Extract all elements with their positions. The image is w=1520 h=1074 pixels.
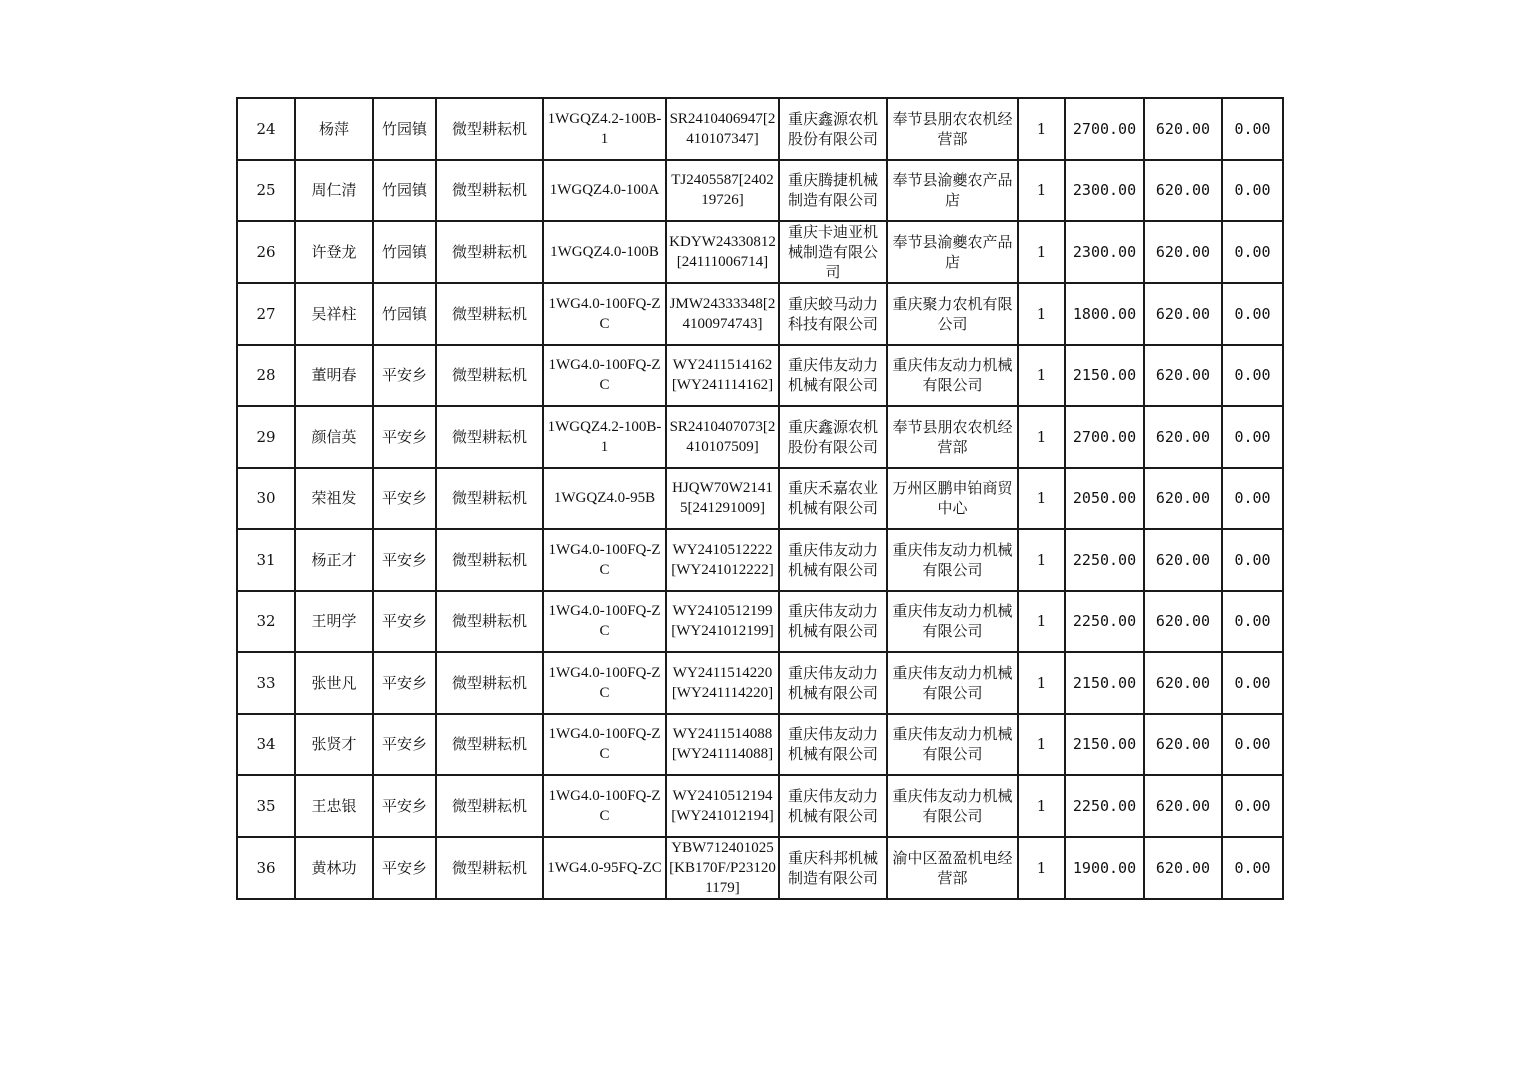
serial-number-cell: SR2410406947[2410107347] (666, 98, 779, 160)
township-cell: 平安乡 (373, 406, 436, 468)
manufacturer-cell: 重庆蛟马动力科技有限公司 (779, 283, 887, 345)
table-row (237, 98, 1283, 160)
extra-amount-cell: 0.00 (1222, 283, 1283, 345)
subsidy-amount-cell: 620.00 (1144, 283, 1222, 345)
applicant-name-cell: 吴祥柱 (295, 283, 373, 345)
sale-price-cell: 2700.00 (1065, 98, 1144, 160)
quantity-cell: 1 (1018, 345, 1065, 407)
manufacturer-cell: 重庆卡迪亚机械制造有限公司 (779, 221, 887, 283)
township-cell: 平安乡 (373, 529, 436, 591)
machine-model-cell: 1WG4.0-95FQ-ZC (543, 837, 666, 899)
quantity-cell: 1 (1018, 98, 1065, 160)
township-cell: 平安乡 (373, 714, 436, 776)
machine-type-cell: 微型耕耘机 (436, 775, 543, 837)
machine-model-cell: 1WGQZ4.0-95B (543, 468, 666, 530)
extra-amount-cell: 0.00 (1222, 98, 1283, 160)
sale-price-cell: 2300.00 (1065, 160, 1144, 222)
quantity-cell: 1 (1018, 652, 1065, 714)
row-number-cell: 28 (237, 345, 295, 407)
manufacturer-cell: 重庆伟友动力机械有限公司 (779, 775, 887, 837)
serial-number-cell: WY2410512199[WY241012199] (666, 591, 779, 653)
serial-number-cell: TJ2405587[240219726] (666, 160, 779, 222)
applicant-name-cell: 黄林功 (295, 837, 373, 899)
serial-number-cell: WY2411514220[WY241114220] (666, 652, 779, 714)
sale-price-cell: 2250.00 (1065, 529, 1144, 591)
extra-amount-cell: 0.00 (1222, 406, 1283, 468)
table-row (237, 221, 1283, 283)
row-number-cell: 33 (237, 652, 295, 714)
manufacturer-cell: 重庆腾捷机械制造有限公司 (779, 160, 887, 222)
serial-number-cell: HJQW70W21415[241291009] (666, 468, 779, 530)
row-number-cell: 30 (237, 468, 295, 530)
quantity-cell: 1 (1018, 468, 1065, 530)
extra-amount-cell: 0.00 (1222, 652, 1283, 714)
dealer-cell: 万州区鹏申铂商贸中心 (887, 468, 1018, 530)
machine-type-cell: 微型耕耘机 (436, 591, 543, 653)
table-row (237, 345, 1283, 407)
serial-number-cell: JMW24333348[24100974743] (666, 283, 779, 345)
table-row (237, 837, 1283, 899)
machine-type-cell: 微型耕耘机 (436, 468, 543, 530)
row-number-cell: 31 (237, 529, 295, 591)
manufacturer-cell: 重庆科邦机械制造有限公司 (779, 837, 887, 899)
row-number-cell: 26 (237, 221, 295, 283)
sale-price-cell: 1800.00 (1065, 283, 1144, 345)
manufacturer-cell: 重庆鑫源农机股份有限公司 (779, 98, 887, 160)
applicant-name-cell: 王忠银 (295, 775, 373, 837)
township-cell: 竹园镇 (373, 221, 436, 283)
township-cell: 竹园镇 (373, 160, 436, 222)
dealer-cell: 重庆伟友动力机械有限公司 (887, 714, 1018, 776)
serial-number-cell: KDYW24330812[24111006714] (666, 221, 779, 283)
dealer-cell: 重庆伟友动力机械有限公司 (887, 529, 1018, 591)
row-number-cell: 35 (237, 775, 295, 837)
subsidy-amount-cell: 620.00 (1144, 160, 1222, 222)
row-number-cell: 25 (237, 160, 295, 222)
quantity-cell: 1 (1018, 591, 1065, 653)
subsidy-amount-cell: 620.00 (1144, 221, 1222, 283)
table-row (237, 714, 1283, 776)
sale-price-cell: 1900.00 (1065, 837, 1144, 899)
row-number-cell: 27 (237, 283, 295, 345)
subsidy-amount-cell: 620.00 (1144, 345, 1222, 407)
serial-number-cell: WY2410512222[WY241012222] (666, 529, 779, 591)
sale-price-cell: 2150.00 (1065, 652, 1144, 714)
machine-model-cell: 1WG4.0-100FQ-ZC (543, 283, 666, 345)
applicant-name-cell: 许登龙 (295, 221, 373, 283)
document-page (236, 97, 1282, 900)
extra-amount-cell: 0.00 (1222, 775, 1283, 837)
table-row (237, 775, 1283, 837)
serial-number-cell: YBW712401025[KB170F/P231201179] (666, 837, 779, 899)
manufacturer-cell: 重庆鑫源农机股份有限公司 (779, 406, 887, 468)
extra-amount-cell: 0.00 (1222, 160, 1283, 222)
quantity-cell: 1 (1018, 283, 1065, 345)
quantity-cell: 1 (1018, 221, 1065, 283)
table-row (237, 160, 1283, 222)
sale-price-cell: 2700.00 (1065, 406, 1144, 468)
subsidy-amount-cell: 620.00 (1144, 591, 1222, 653)
machine-model-cell: 1WG4.0-100FQ-ZC (543, 714, 666, 776)
dealer-cell: 渝中区盈盈机电经营部 (887, 837, 1018, 899)
table-row (237, 468, 1283, 530)
manufacturer-cell: 重庆伟友动力机械有限公司 (779, 714, 887, 776)
extra-amount-cell: 0.00 (1222, 345, 1283, 407)
machine-type-cell: 微型耕耘机 (436, 283, 543, 345)
applicant-name-cell: 杨萍 (295, 98, 373, 160)
dealer-cell: 重庆伟友动力机械有限公司 (887, 652, 1018, 714)
machine-model-cell: 1WG4.0-100FQ-ZC (543, 529, 666, 591)
sale-price-cell: 2300.00 (1065, 221, 1144, 283)
sale-price-cell: 2150.00 (1065, 345, 1144, 407)
quantity-cell: 1 (1018, 160, 1065, 222)
subsidy-amount-cell: 620.00 (1144, 652, 1222, 714)
applicant-name-cell: 王明学 (295, 591, 373, 653)
subsidy-amount-cell: 620.00 (1144, 98, 1222, 160)
quantity-cell: 1 (1018, 837, 1065, 899)
machine-type-cell: 微型耕耘机 (436, 98, 543, 160)
township-cell: 平安乡 (373, 468, 436, 530)
township-cell: 平安乡 (373, 345, 436, 407)
dealer-cell: 奉节县朋农农机经营部 (887, 98, 1018, 160)
quantity-cell: 1 (1018, 775, 1065, 837)
row-number-cell: 36 (237, 837, 295, 899)
table-row (237, 591, 1283, 653)
machine-type-cell: 微型耕耘机 (436, 345, 543, 407)
machine-model-cell: 1WG4.0-100FQ-ZC (543, 345, 666, 407)
sale-price-cell: 2250.00 (1065, 591, 1144, 653)
machine-model-cell: 1WGQZ4.0-100B (543, 221, 666, 283)
serial-number-cell: SR2410407073[2410107509] (666, 406, 779, 468)
table-row (237, 652, 1283, 714)
serial-number-cell: WY2411514162[WY241114162] (666, 345, 779, 407)
manufacturer-cell: 重庆伟友动力机械有限公司 (779, 345, 887, 407)
machine-type-cell: 微型耕耘机 (436, 837, 543, 899)
dealer-cell: 奉节县朋农农机经营部 (887, 406, 1018, 468)
quantity-cell: 1 (1018, 714, 1065, 776)
subsidy-amount-cell: 620.00 (1144, 468, 1222, 530)
row-number-cell: 29 (237, 406, 295, 468)
subsidy-table (236, 97, 1284, 900)
machine-type-cell: 微型耕耘机 (436, 529, 543, 591)
township-cell: 竹园镇 (373, 98, 436, 160)
sale-price-cell: 2150.00 (1065, 714, 1144, 776)
machine-model-cell: 1WG4.0-100FQ-ZC (543, 775, 666, 837)
dealer-cell: 重庆伟友动力机械有限公司 (887, 345, 1018, 407)
extra-amount-cell: 0.00 (1222, 837, 1283, 899)
quantity-cell: 1 (1018, 529, 1065, 591)
table-body (237, 98, 1283, 899)
manufacturer-cell: 重庆伟友动力机械有限公司 (779, 652, 887, 714)
machine-model-cell: 1WG4.0-100FQ-ZC (543, 652, 666, 714)
row-number-cell: 34 (237, 714, 295, 776)
subsidy-amount-cell: 620.00 (1144, 714, 1222, 776)
dealer-cell: 重庆伟友动力机械有限公司 (887, 775, 1018, 837)
township-cell: 平安乡 (373, 591, 436, 653)
dealer-cell: 重庆伟友动力机械有限公司 (887, 591, 1018, 653)
machine-model-cell: 1WG4.0-100FQ-ZC (543, 591, 666, 653)
township-cell: 平安乡 (373, 652, 436, 714)
dealer-cell: 奉节县渝夔农产品店 (887, 160, 1018, 222)
applicant-name-cell: 荣祖发 (295, 468, 373, 530)
applicant-name-cell: 董明春 (295, 345, 373, 407)
machine-type-cell: 微型耕耘机 (436, 406, 543, 468)
machine-type-cell: 微型耕耘机 (436, 652, 543, 714)
table-row (237, 406, 1283, 468)
manufacturer-cell: 重庆伟友动力机械有限公司 (779, 529, 887, 591)
subsidy-amount-cell: 620.00 (1144, 775, 1222, 837)
subsidy-amount-cell: 620.00 (1144, 837, 1222, 899)
subsidy-amount-cell: 620.00 (1144, 529, 1222, 591)
extra-amount-cell: 0.00 (1222, 221, 1283, 283)
machine-type-cell: 微型耕耘机 (436, 221, 543, 283)
machine-type-cell: 微型耕耘机 (436, 714, 543, 776)
serial-number-cell: WY2410512194[WY241012194] (666, 775, 779, 837)
extra-amount-cell: 0.00 (1222, 529, 1283, 591)
machine-model-cell: 1WGQZ4.2-100B-1 (543, 406, 666, 468)
subsidy-amount-cell: 620.00 (1144, 406, 1222, 468)
applicant-name-cell: 杨正才 (295, 529, 373, 591)
machine-model-cell: 1WGQZ4.2-100B-1 (543, 98, 666, 160)
dealer-cell: 奉节县渝夔农产品店 (887, 221, 1018, 283)
manufacturer-cell: 重庆禾嘉农业机械有限公司 (779, 468, 887, 530)
sale-price-cell: 2250.00 (1065, 775, 1144, 837)
sale-price-cell: 2050.00 (1065, 468, 1144, 530)
extra-amount-cell: 0.00 (1222, 714, 1283, 776)
applicant-name-cell: 张贤才 (295, 714, 373, 776)
row-number-cell: 24 (237, 98, 295, 160)
township-cell: 平安乡 (373, 775, 436, 837)
township-cell: 竹园镇 (373, 283, 436, 345)
extra-amount-cell: 0.00 (1222, 468, 1283, 530)
applicant-name-cell: 张世凡 (295, 652, 373, 714)
machine-type-cell: 微型耕耘机 (436, 160, 543, 222)
machine-model-cell: 1WGQZ4.0-100A (543, 160, 666, 222)
serial-number-cell: WY2411514088[WY241114088] (666, 714, 779, 776)
quantity-cell: 1 (1018, 406, 1065, 468)
extra-amount-cell: 0.00 (1222, 591, 1283, 653)
table-row (237, 283, 1283, 345)
row-number-cell: 32 (237, 591, 295, 653)
applicant-name-cell: 周仁清 (295, 160, 373, 222)
table-row (237, 529, 1283, 591)
dealer-cell: 重庆聚力农机有限公司 (887, 283, 1018, 345)
township-cell: 平安乡 (373, 837, 436, 899)
applicant-name-cell: 颜信英 (295, 406, 373, 468)
manufacturer-cell: 重庆伟友动力机械有限公司 (779, 591, 887, 653)
